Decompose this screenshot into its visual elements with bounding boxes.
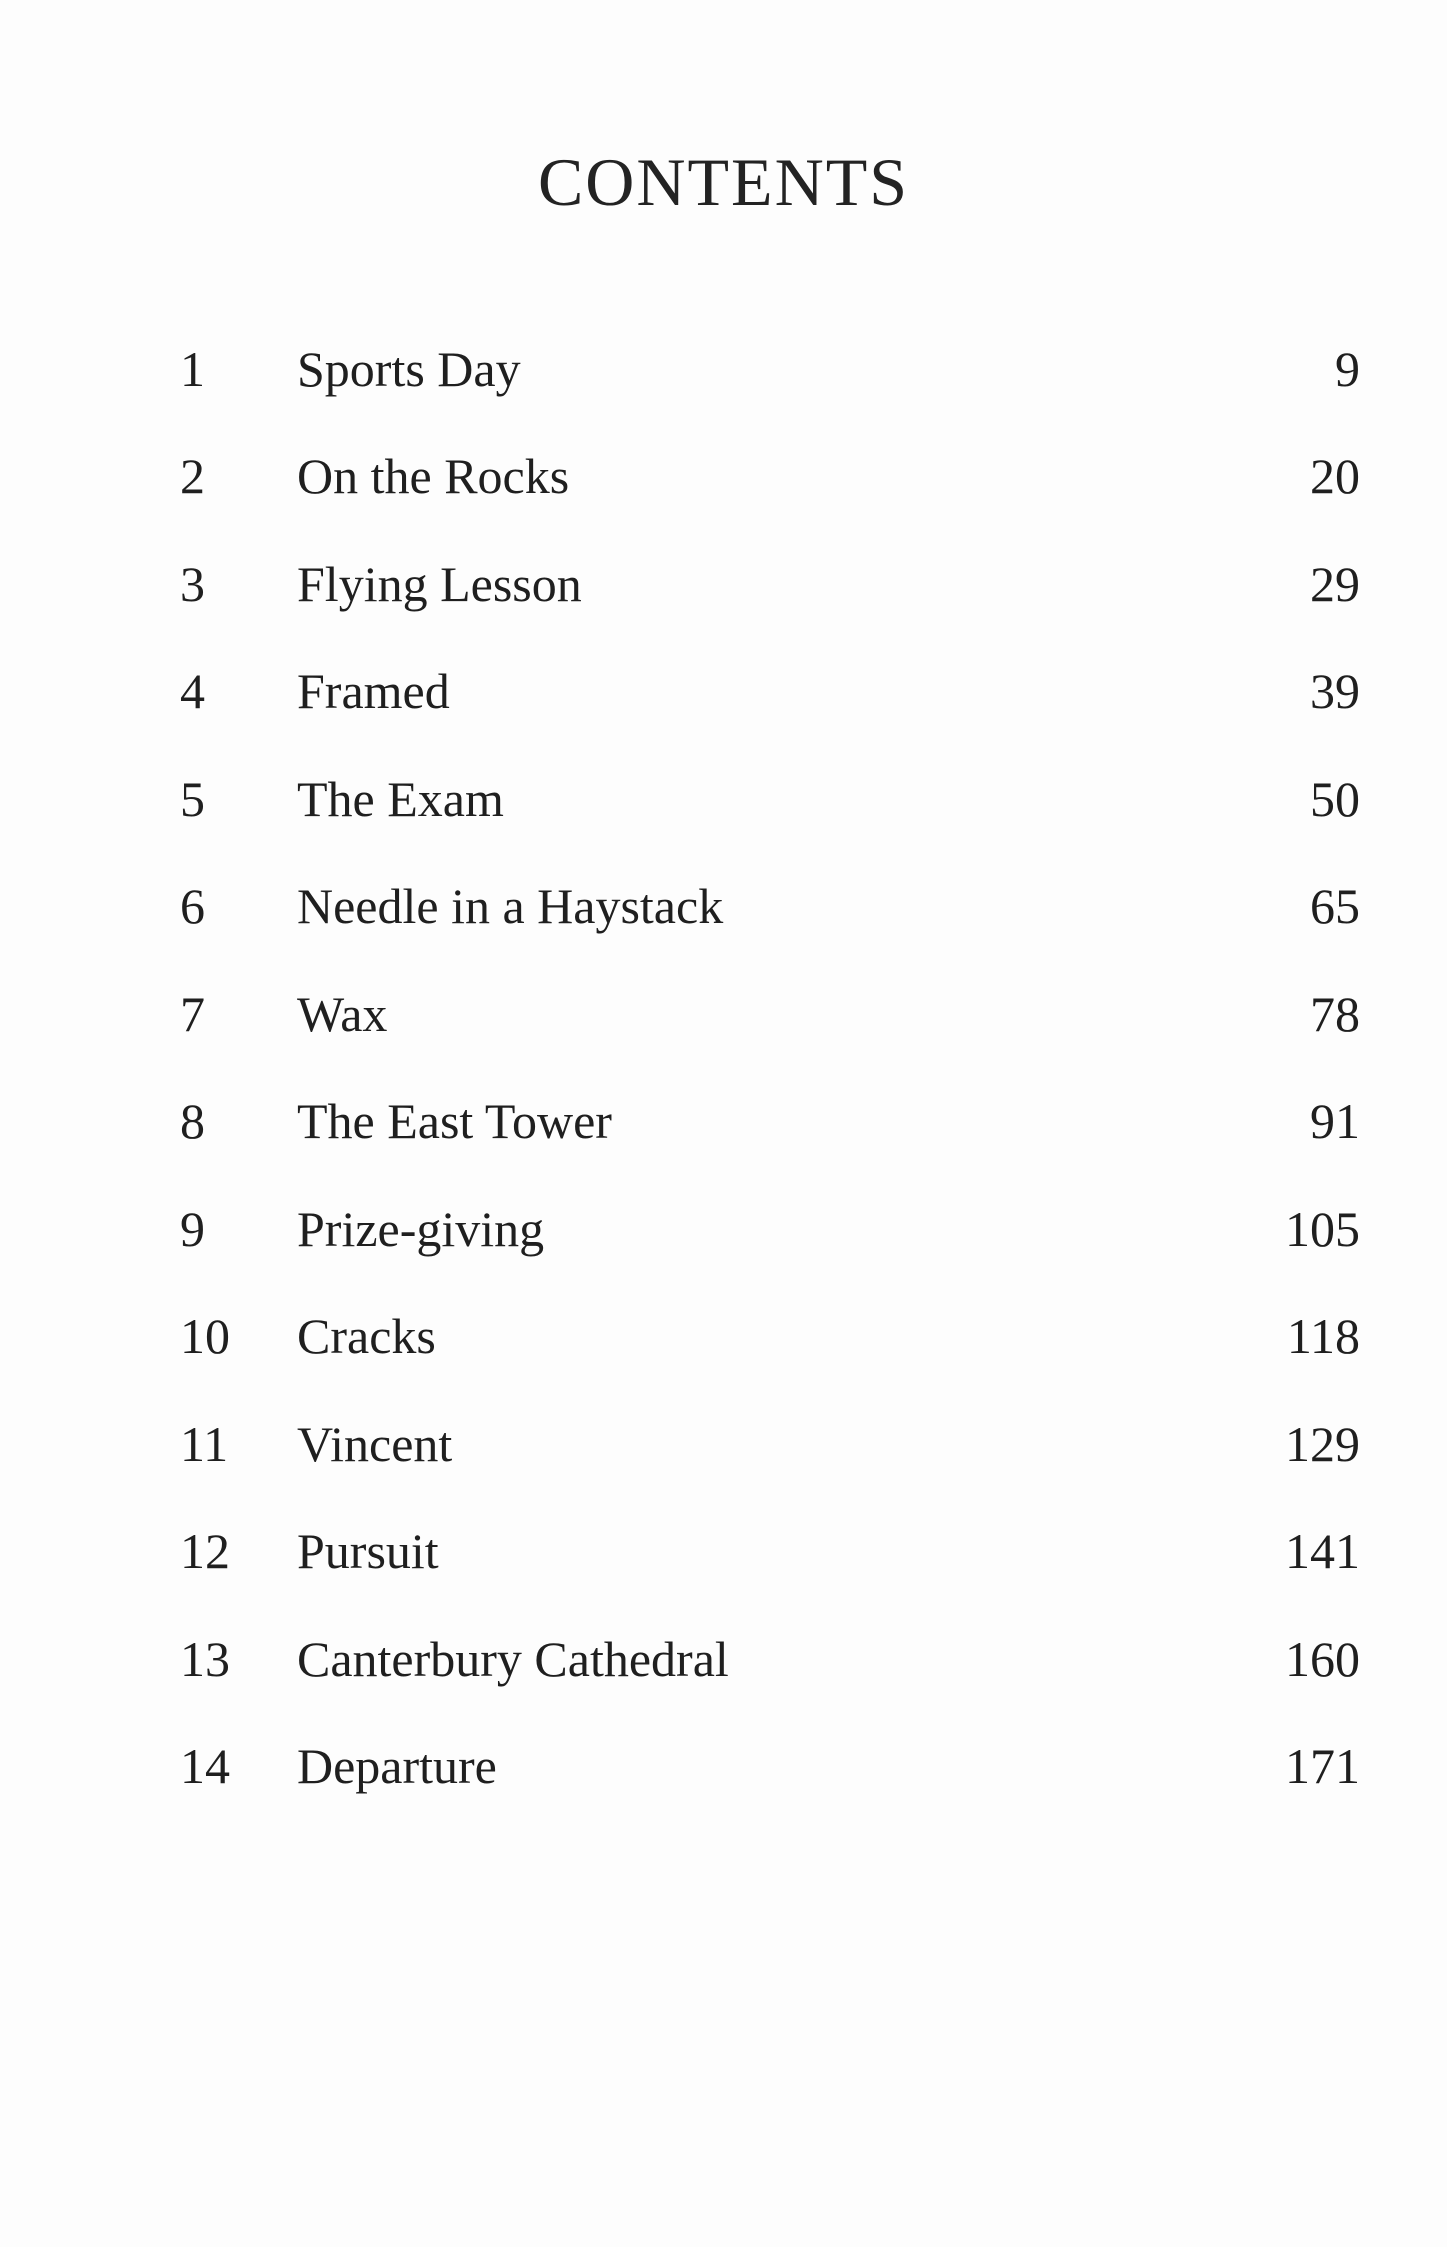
chapter-number: 2 xyxy=(180,448,205,504)
chapter-title: The Exam xyxy=(297,771,504,827)
chapter-number: 11 xyxy=(180,1416,229,1472)
page-number: 160 xyxy=(1285,1631,1360,1687)
page-number: 29 xyxy=(1310,556,1360,612)
chapter-title: Cracks xyxy=(297,1308,436,1364)
chapter-number: 3 xyxy=(180,556,205,612)
chapter-number: 8 xyxy=(180,1093,205,1149)
chapter-title: Departure xyxy=(297,1738,497,1794)
chapter-title: The East Tower xyxy=(297,1093,612,1149)
chapter-number: 12 xyxy=(180,1523,230,1579)
chapter-title: Pursuit xyxy=(297,1523,439,1579)
chapter-title: Wax xyxy=(297,986,388,1042)
chapter-number: 10 xyxy=(180,1308,230,1364)
chapter-title: Canterbury Cathedral xyxy=(297,1631,729,1687)
chapter-number: 13 xyxy=(180,1631,230,1687)
chapter-title: Sports Day xyxy=(297,341,521,397)
page-number: 129 xyxy=(1285,1416,1360,1472)
chapter-title: Needle in a Haystack xyxy=(297,878,724,934)
toc-entry[interactable] xyxy=(0,878,1447,961)
page-number: 118 xyxy=(1286,1308,1360,1364)
chapter-number: 5 xyxy=(180,771,205,827)
toc-entry[interactable] xyxy=(0,1416,1447,1499)
toc-entry[interactable] xyxy=(0,1308,1447,1391)
chapter-number: 7 xyxy=(180,986,205,1042)
chapter-number: 14 xyxy=(180,1738,230,1794)
chapter-title: Framed xyxy=(297,663,450,719)
chapter-title: Flying Lesson xyxy=(297,556,582,612)
page-number: 91 xyxy=(1310,1093,1360,1149)
chapter-number: 4 xyxy=(180,663,205,719)
page-number: 141 xyxy=(1285,1523,1360,1579)
toc-entry[interactable] xyxy=(0,1738,1447,1821)
page-number: 78 xyxy=(1310,986,1360,1042)
toc-entry[interactable] xyxy=(0,341,1447,424)
chapter-title: Vincent xyxy=(297,1416,453,1472)
page-number: 20 xyxy=(1310,448,1360,504)
toc-entry[interactable] xyxy=(0,556,1447,639)
toc-entry[interactable] xyxy=(0,986,1447,1069)
toc-entry[interactable] xyxy=(0,663,1447,746)
toc-entry[interactable] xyxy=(0,1631,1447,1714)
toc-entry[interactable] xyxy=(0,771,1447,854)
chapter-number: 6 xyxy=(180,878,205,934)
page-number: 65 xyxy=(1310,878,1360,934)
page-number: 39 xyxy=(1310,663,1360,719)
page-number: 50 xyxy=(1310,771,1360,827)
chapter-title: Prize-giving xyxy=(297,1201,545,1257)
page-number: 9 xyxy=(1335,341,1360,397)
page-number: 171 xyxy=(1285,1738,1360,1794)
toc-entry[interactable] xyxy=(0,1523,1447,1606)
chapter-number: 1 xyxy=(180,341,205,397)
toc-entry[interactable] xyxy=(0,1093,1447,1176)
toc-entry[interactable] xyxy=(0,448,1447,531)
chapter-number: 9 xyxy=(180,1201,205,1257)
toc-entry[interactable] xyxy=(0,1201,1447,1284)
page-number: 105 xyxy=(1285,1201,1360,1257)
page-title: CONTENTS xyxy=(537,144,910,220)
chapter-title: On the Rocks xyxy=(297,448,570,504)
